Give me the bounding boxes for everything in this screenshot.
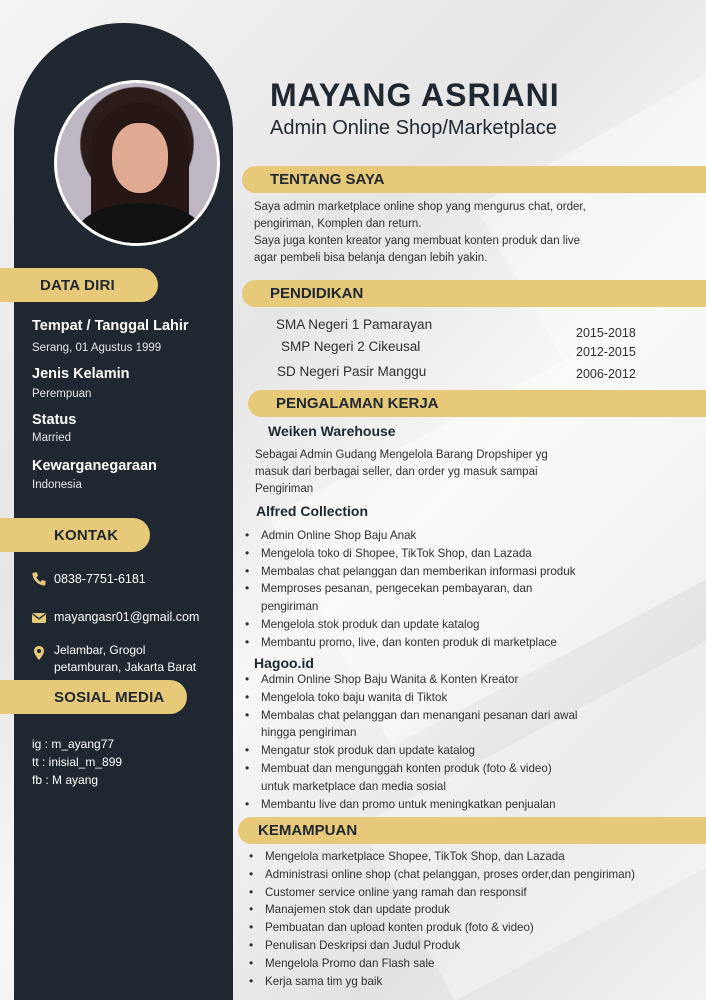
list-item: • Admin Online Shop Baju Anak (245, 527, 576, 545)
company-name: Hagoo.id (254, 655, 314, 671)
kontak-label: KONTAK (0, 518, 150, 552)
status-value: Married (32, 432, 71, 444)
tentang-saya-header: TENTANG SAYA (242, 166, 706, 193)
list-item: • Membantu promo, live, dan konten produk di marketplace (245, 634, 576, 652)
address-line-1: Jelambar, Grogol (54, 643, 146, 657)
list-item: • Mengelola toko baju wanita di Tiktok (245, 689, 577, 707)
list-item: • Membantu live dan promo untuk meningkatkan penjualan (245, 796, 577, 814)
data-diri-label: DATA DIRI (0, 268, 158, 302)
tentang-saya-text: Saya admin marketplace online shop yang mengurus chat, order, pengiriman, Komplen dan return. Saya juga konten kreator yang membuat konten produk dan live agar pembeli bisa belanja dengan lebih yakin. (254, 201, 586, 264)
job-duties-list (245, 671, 577, 813)
profile-photo (54, 80, 220, 246)
list-item: • Mengelola stok produk dan update katalog (245, 616, 576, 634)
birth-label: Tempat / Tanggal Lahir (32, 318, 189, 334)
job-description: Sebagai Admin Gudang Mengelola Barang Dropshiper yg masuk dari berbagai seller, dan order yg masuk sampai Pengiriman (255, 449, 548, 495)
list-item-continuation: hingga pengiriman (261, 726, 357, 740)
list-item: • Penulisan Deskripsi dan Judul Produk (249, 937, 635, 955)
list-item: • Kerja sama tim yg baik (249, 973, 635, 991)
list-item: • Mengelola marketplace Shopee, TikTok Shop, dan Lazada (249, 848, 635, 866)
sosial-media-label: SOSIAL MEDIA (0, 680, 187, 714)
job-duties-list (245, 527, 576, 652)
school-name: SMA Negeri 1 Pamarayan (276, 317, 433, 332)
pendidikan-header: PENDIDIKAN (242, 280, 706, 307)
job-title: Admin Online Shop/Marketplace (270, 117, 557, 139)
gender-value: Perempuan (32, 388, 92, 400)
school-years: 2006-2012 (576, 367, 636, 381)
school-name: SMP Negeri 2 Cikeusal (281, 339, 421, 354)
phone-value[interactable]: 0838-7751-6181 (54, 572, 146, 586)
list-item: • Mengelola toko di Shopee, TikTok Shop, dan Lazada (245, 545, 576, 563)
company-name: Alfred Collection (256, 503, 369, 519)
list-item: • Pembuatan dan upload konten produk (foto & video) (249, 919, 635, 937)
gender-label: Jenis Kelamin (32, 366, 130, 382)
list-item: • Mengelola Promo dan Flash sale (249, 955, 635, 973)
address-line-2: petamburan, Jakarta Barat (54, 660, 197, 674)
status-label: Status (32, 412, 77, 428)
kemampuan-header: KEMAMPUAN (238, 817, 706, 844)
list-item: • Membalas chat pelanggan dan menangani pesanan dari awal (245, 707, 577, 725)
school-name: SD Negeri Pasir Manggu (277, 364, 427, 379)
list-item: • Memproses pesanan, pengecekan pembayaran, dan (245, 580, 576, 598)
phone-icon (31, 571, 47, 587)
school-years: 2012-2015 (576, 345, 636, 359)
social-facebook: fb : M ayang (32, 773, 99, 787)
company-name: Weiken Warehouse (268, 423, 396, 439)
email-icon (31, 610, 47, 626)
list-item: • Mengatur stok produk dan update katalog (245, 742, 577, 760)
list-item: • Manajemen stok dan update produk (249, 901, 635, 919)
social-tiktok: tt : inisial_m_899 (32, 755, 123, 769)
list-item: • Membalas chat pelanggan dan memberikan informasi produk (245, 563, 576, 581)
social-instagram: ig : m_ayang77 (32, 737, 115, 751)
list-item: • Customer service online yang ramah dan responsif (249, 884, 635, 902)
citizenship-label: Kewarganegaraan (32, 458, 157, 474)
school-years: 2015-2018 (576, 326, 636, 340)
pengalaman-kerja-header: PENGALAMAN KERJA (248, 390, 706, 417)
sidebar (14, 23, 233, 1000)
birth-value: Serang, 01 Agustus 1999 (32, 342, 162, 354)
list-item: • Membuat dan mengunggah konten produk (foto & video) (245, 760, 577, 778)
list-item-continuation: untuk marketplace dan media sosial (261, 779, 446, 793)
full-name: MAYANG ASRIANI (270, 77, 560, 113)
email-value[interactable]: mayangasr01@gmail.com (54, 610, 200, 624)
skills-list (249, 848, 635, 990)
citizenship-value: Indonesia (32, 479, 82, 491)
list-item: • Admin Online Shop Baju Wanita & Konten Kreator (245, 671, 577, 689)
location-pin-icon (31, 645, 47, 661)
list-item-continuation: pengiriman (261, 600, 319, 614)
list-item: • Administrasi online shop (chat pelanggan, proses order,dan pengiriman) (249, 866, 635, 884)
